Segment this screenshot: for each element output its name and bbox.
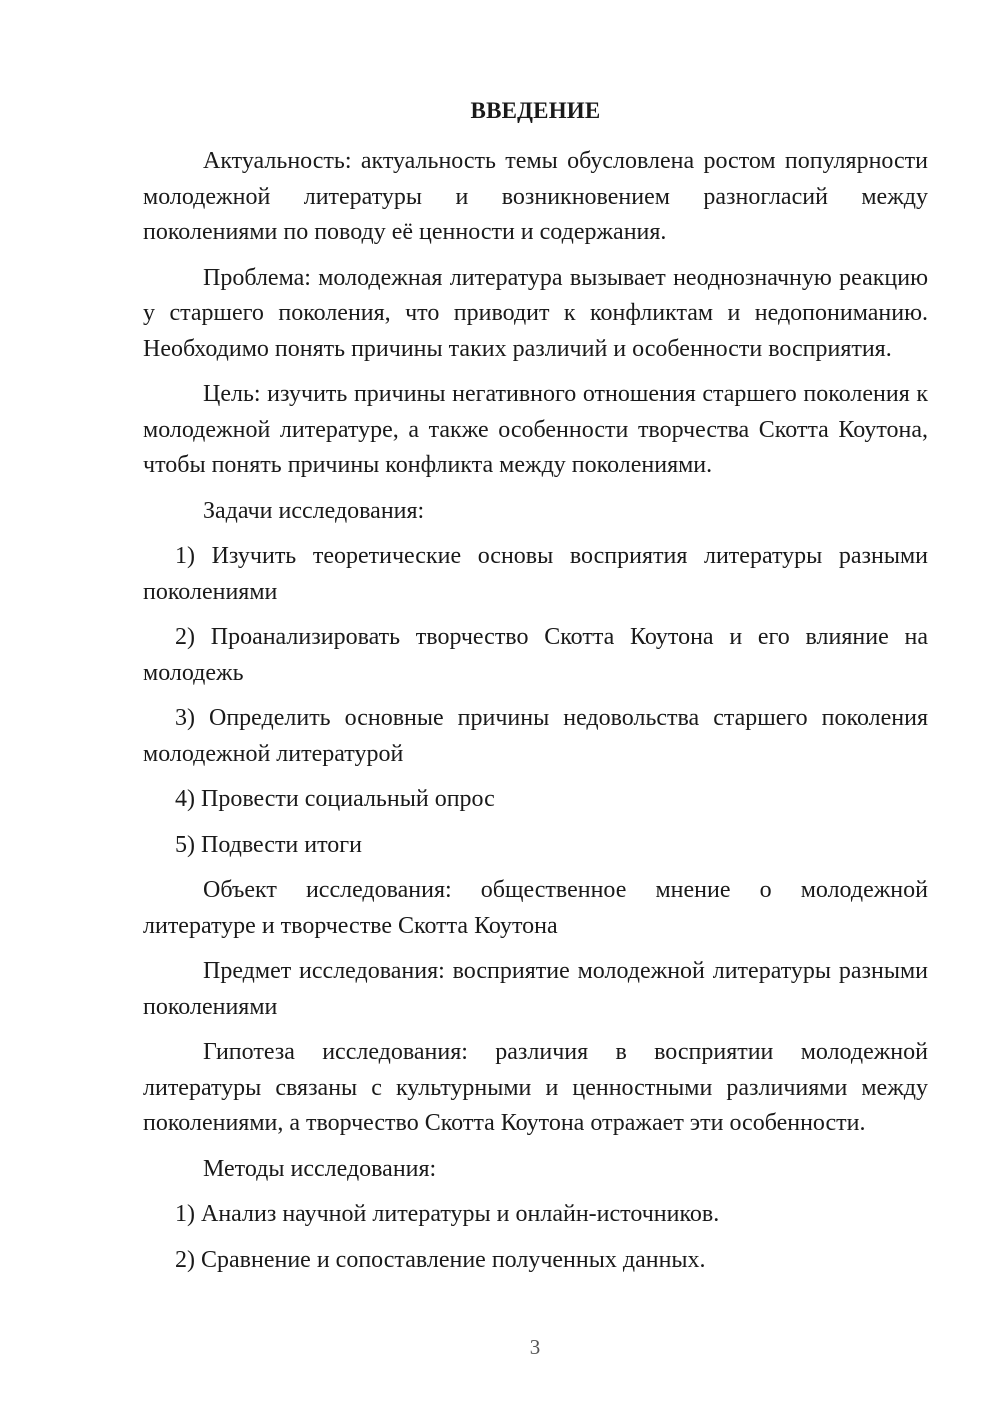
goal-paragraph: Цель: изучить причины негативного отношения старшего поколения к молодежной литературе, а также особенности творчества Скотта Коутона, чтобы понять причины конфликта между поколениями. [143, 381, 928, 478]
task-item-3: 3) Определить основные причины недовольства старшего поколения молодежной литературой [143, 705, 928, 767]
problem-paragraph: Проблема: молодежная литература вызывает неоднозначную реакцию у старшего поколения, что приводит к конфликтам и недопониманию. Необходимо понять причины таких различий и особенности восприятия. [143, 264, 928, 362]
task-item-5: 5) Подвести итоги [175, 831, 362, 858]
page-number: 3 [529, 1335, 541, 1359]
method-item-1: 1) Анализ научной литературы и онлайн-источников. [175, 1201, 720, 1227]
method-item-2: 2) Сравнение и сопоставление полученных данных. [175, 1246, 706, 1273]
methods-heading: Методы исследования: [203, 1155, 437, 1182]
task-item-1: 1) Изучить теоретические основы восприятия литературы разными поколениями [143, 543, 928, 605]
section-title: ВВЕДЕНИЕ [470, 98, 601, 123]
subject-paragraph: Предмет исследования: восприятие молодежной литературы разными поколениями [143, 958, 928, 1020]
task-item-4: 4) Провести социальный опрос [175, 786, 495, 812]
tasks-heading: Задачи исследования: [203, 497, 425, 524]
page-content [143, 93, 928, 1288]
task-item-2: 2) Проанализировать творчество Скотта Коутона и его влияние на молодежь [143, 624, 928, 686]
object-paragraph: Объект исследования: общественное мнение о молодежной литературе и творчестве Скотта Коутона [143, 877, 928, 939]
relevance-paragraph: Актуальность: актуальность темы обусловлена ростом популярности молодежной литературы и возникновением разногласий между поколениями по поводу её ценности и содержания. [143, 148, 928, 245]
hypothesis-paragraph: Гипотеза исследования: различия в восприятии молодежной литературы связаны с культурными и ценностными различиями между поколениями, а творчество Скотта Коутона отражает эти особенности. [143, 1039, 928, 1136]
